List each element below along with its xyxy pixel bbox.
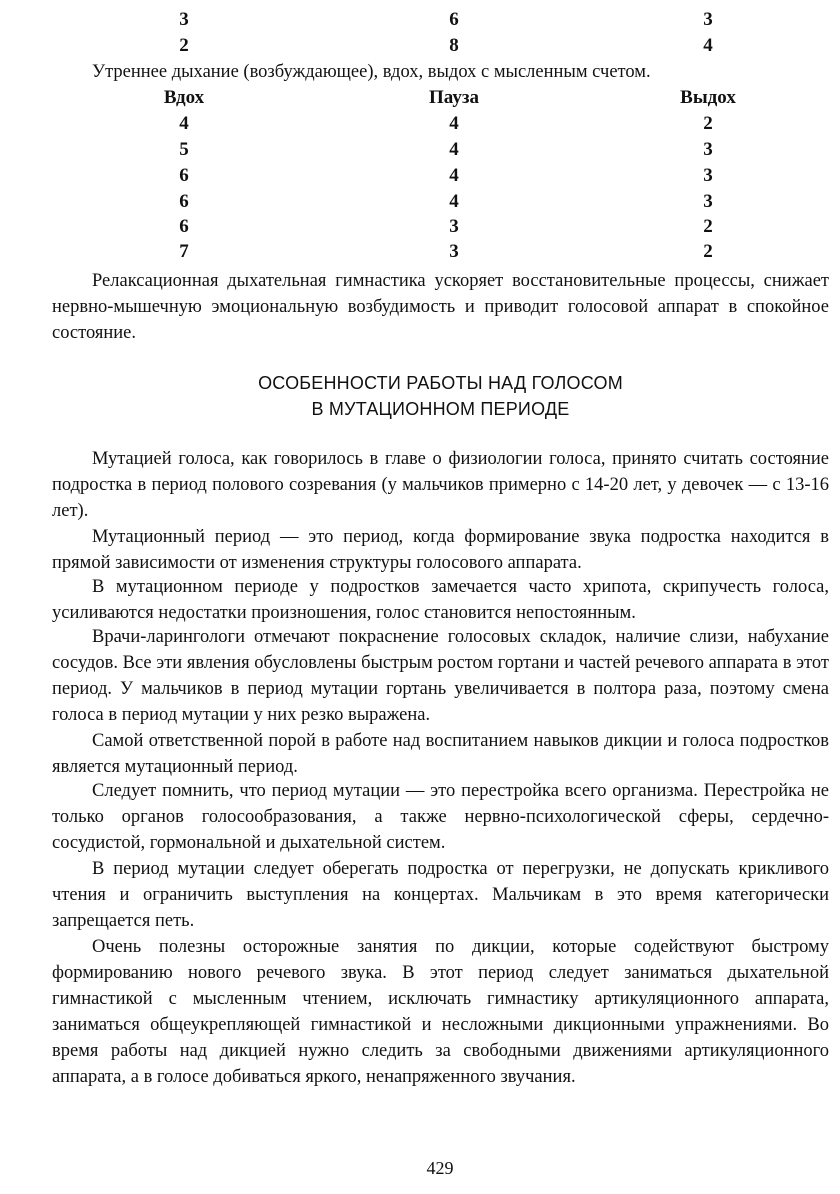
paragraph-mutation-period: Мутационный период — это период, когда формирование звука подростка находится в прямой зависимости от изменения структуры голосового аппарата. [52, 527, 829, 573]
table-cell: 4 [449, 191, 459, 212]
paragraph-responsible-period: Самой ответственной порой в работе над воспитанием навыков дикции и голоса подростков является мутационный период. [52, 731, 829, 777]
section-heading [52, 370, 829, 422]
table-row [0, 215, 840, 239]
table-cell: 3 [703, 9, 713, 30]
table-cell: 2 [703, 241, 713, 262]
table-cell: 2 [703, 113, 713, 134]
table-cell: 3 [449, 241, 459, 262]
table-cell: 4 [449, 113, 459, 134]
section-heading-line-1: ОСОБЕННОСТИ РАБОТЫ НАД ГОЛОСОМ [258, 373, 623, 393]
table-cell: 3 [179, 9, 189, 30]
table-row [0, 164, 840, 188]
column-header-inhale: Вдох [163, 87, 205, 108]
table-cell: 4 [703, 35, 713, 56]
table-cell: 4 [179, 113, 189, 134]
table-cell: 4 [449, 165, 459, 186]
table-cell: 4 [449, 139, 459, 160]
table-cell: 8 [449, 35, 459, 56]
paragraph-laryngologists: Врачи-ларингологи отмечают покраснение голосовых складок, наличие слизи, набухание сосудов. Все эти явления обусловлены быстрым ростом гортани и частей речевого аппарата в этот период. У мальчиков в период мутации гортань увеличивается в полтора раза, поэтому смена голоса в период мутации у них резко выражена. [52, 627, 829, 725]
section-heading-line-2: В МУТАЦИОННОМ ПЕРИОДЕ [311, 399, 570, 419]
table-cell: 2 [703, 216, 713, 237]
table-cell: 6 [179, 216, 189, 237]
table-header-row [0, 86, 840, 110]
table-row [0, 34, 840, 58]
table-cell: 6 [449, 9, 459, 30]
column-header-pause: Пауза [429, 87, 479, 108]
table-row [0, 138, 840, 162]
table-cell: 3 [703, 139, 713, 160]
table-cell: 6 [179, 191, 189, 212]
paragraph-diction-exercises: Очень полезны осторожные занятия по дикции, которые содействуют быстрому формированию нового речевого звука. В этот период следует заниматься дыхательной гимнастикой с мысленным чтением, исключать гимнастику артикуляционного аппарата, заниматься общеукрепляющей гимнастикой и несложными дикционными упражнениями. Во время работы над дикцией нужно следить за свободными движениями артикуляционного аппарата, а в голосе добиваться яркого, ненапряженного звучания. [52, 937, 829, 1087]
table-row [0, 190, 840, 214]
column-header-exhale: Выдох [680, 87, 736, 108]
paragraph-protection: В период мутации следует оберегать подростка от перегрузки, не допускать крикливого чтения и ограничить выступления на концертах. Мальчикам в это время категорически запрещается петь. [52, 859, 829, 931]
table-cell: 3 [449, 216, 459, 237]
table-cell: 3 [703, 191, 713, 212]
table-cell: 5 [179, 139, 189, 160]
page-number: 429 [426, 1158, 454, 1178]
table-cell: 3 [703, 165, 713, 186]
table-cell: 6 [179, 165, 189, 186]
paragraph-restructuring: Следует помнить, что период мутации — это перестройка всего организма. Перестройка не только органов голосообразования, а также нервно-психологической сферы, сердечно-сосудистой, гормональной и дыхательной систем. [52, 781, 829, 853]
paragraph-symptoms: В мутационном периоде у подростков замечается часто хрипота, скрипучесть голоса, усиливаются недостатки произношения, голос становится непостоянным. [52, 577, 829, 623]
relaxation-paragraph: Релаксационная дыхательная гимнастика ускоряет восстановительные процессы, снижает нервно-мышечную эмоциональную возбудимость и приводит голосовой аппарат в спокойное состояние. [52, 271, 829, 343]
table-row [0, 112, 840, 136]
paragraph-mutation-definition: Мутацией голоса, как говорилось в главе о физиологии голоса, принято считать состояние подростка в период полового созревания (у мальчиков примерно с 14-20 лет, у девочек — с 13-16 лет). [52, 449, 829, 521]
morning-breathing-title: Утреннее дыхание (возбуждающее), вдох, выдох с мысленным счетом. [92, 62, 651, 82]
table-cell: 2 [179, 35, 189, 56]
table-cell: 7 [179, 241, 189, 262]
table-row [0, 8, 840, 32]
table-row [0, 240, 840, 264]
